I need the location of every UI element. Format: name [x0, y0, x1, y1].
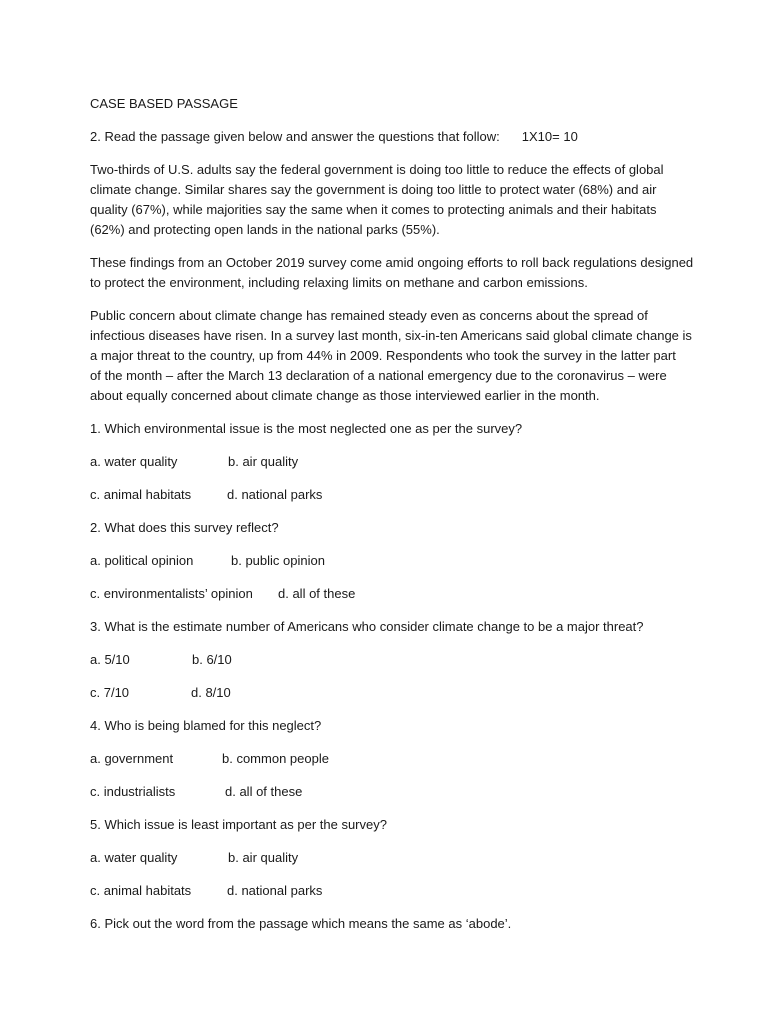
question-2: 2. What does this survey reflect? [90, 520, 279, 535]
option-a: a. 5/10 [90, 652, 130, 667]
passage-line: Public concern about climate change has remained steady even as concerns about the spread of [90, 308, 648, 323]
option-c: c. animal habitats [90, 883, 192, 898]
option-d: d. all of these [278, 586, 356, 601]
passage-line: of the month – after the March 13 declaration of a national emergency due to the coronavirus – were [90, 368, 667, 383]
document-page [90, 94, 694, 934]
passage-line: about equally concerned about climate change as those interviewed earlier in the month. [90, 388, 600, 403]
question-5: 5. Which issue is least important as per the survey? [90, 817, 387, 832]
option-d: d. national parks [227, 883, 323, 898]
option-b: b. 6/10 [192, 652, 232, 667]
passage-line: climate change. Similar shares say the government is doing too little to protect water (68%) and air [90, 182, 657, 197]
passage-paragraph-2 [90, 253, 694, 293]
heading: CASE BASED PASSAGE [90, 96, 238, 111]
instruction-text: 2. Read the passage given below and answer the questions that follow: [90, 129, 500, 144]
options-row [90, 551, 690, 571]
option-d: d. all of these [225, 784, 303, 799]
passage-paragraph-3 [90, 306, 690, 406]
option-a: a. water quality [90, 454, 178, 469]
options-row [90, 584, 690, 604]
options-row [90, 485, 690, 505]
passage-line: infectious diseases have risen. In a survey last month, six-in-ten Americans said global climate change is [90, 328, 692, 343]
passage-line: (62%) and protecting open lands in the national parks (55%). [90, 222, 440, 237]
question-3: 3. What is the estimate number of Americans who consider climate change to be a major threat? [90, 619, 644, 634]
passage-line: quality (67%), while majorities say the same when it comes to protecting animals and their habitats [90, 202, 657, 217]
options-row [90, 452, 690, 472]
option-c: c. environmentalists’ opinion [90, 586, 253, 601]
marks-label: 1X10= 10 [521, 129, 578, 144]
question-1: 1. Which environmental issue is the most neglected one as per the survey? [90, 421, 523, 436]
option-b: b. public opinion [231, 553, 325, 568]
passage-line: a major threat to the country, up from 44% in 2009. Respondents who took the survey in the latter part [90, 348, 676, 363]
option-a: a. political opinion [90, 553, 194, 568]
question-4: 4. Who is being blamed for this neglect? [90, 718, 322, 733]
option-c: c. animal habitats [90, 487, 192, 502]
option-b: b. air quality [228, 850, 299, 865]
options-row [90, 749, 690, 769]
passage-line: These findings from an October 2019 survey come amid ongoing efforts to roll back regulations designed [90, 255, 694, 270]
option-d: d. 8/10 [191, 685, 231, 700]
options-row [90, 650, 690, 670]
passage-paragraph-1 [90, 160, 690, 240]
instruction-line [90, 127, 690, 147]
passage-line: Two-thirds of U.S. adults say the federal government is doing too little to reduce the effects of global [90, 162, 664, 177]
option-c: c. industrialists [90, 784, 176, 799]
option-d: d. national parks [227, 487, 323, 502]
option-b: b. common people [222, 751, 329, 766]
options-row [90, 848, 690, 868]
option-a: a. government [90, 751, 174, 766]
option-c: c. 7/10 [90, 685, 130, 700]
option-a: a. water quality [90, 850, 178, 865]
option-b: b. air quality [228, 454, 299, 469]
question-6: 6. Pick out the word from the passage which means the same as ‘abode’. [90, 916, 512, 931]
options-row [90, 683, 690, 703]
options-row [90, 881, 690, 901]
options-row [90, 782, 690, 802]
passage-line: to protect the environment, including relaxing limits on methane and carbon emissions. [90, 275, 588, 290]
